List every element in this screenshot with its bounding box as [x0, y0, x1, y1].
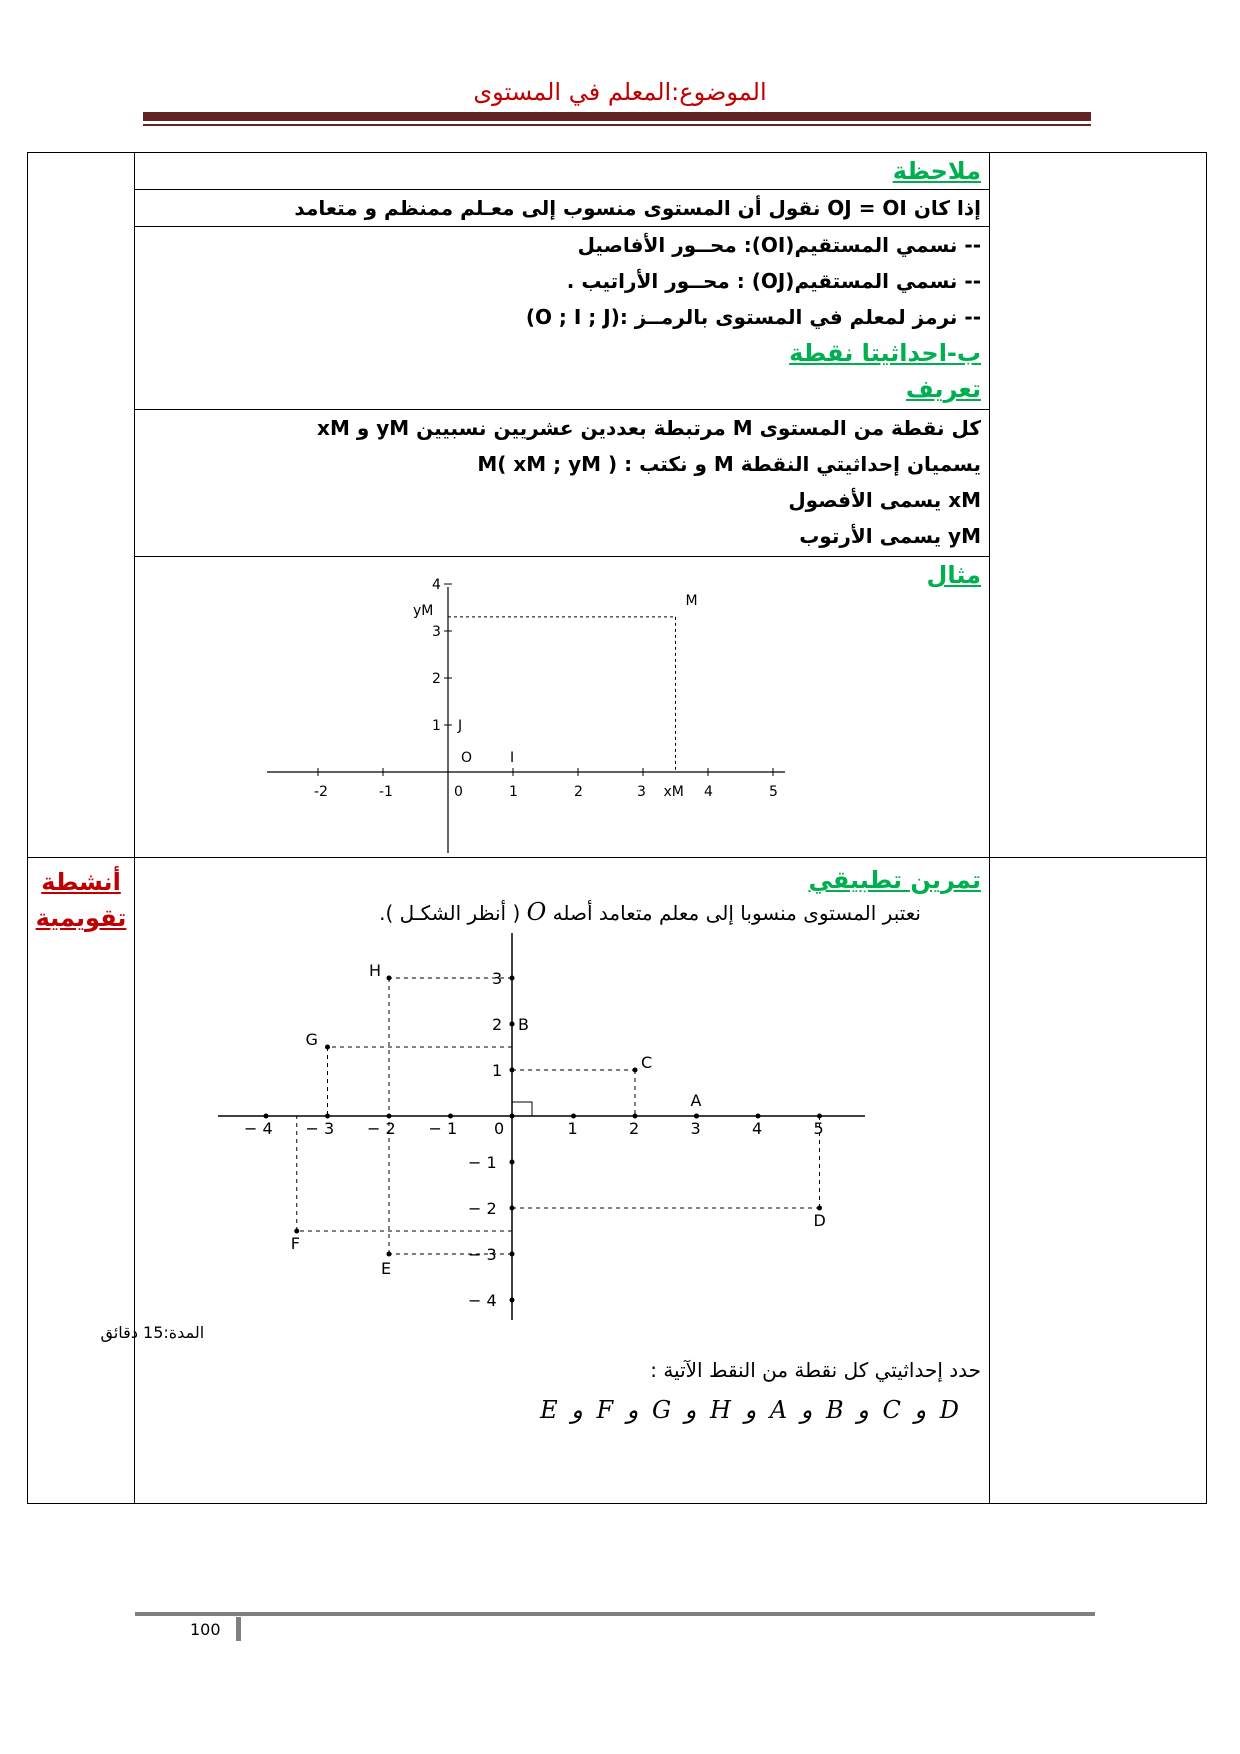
footer-bar [236, 1617, 241, 1641]
x-tick-dot [571, 1114, 576, 1119]
definition-line2: يسميان إحداثيتي النقطة M و نكتب : M( xM ; yM ) [477, 452, 981, 476]
y-tick-label: 1 [492, 1061, 503, 1080]
x-tick-label: 3 [637, 784, 646, 800]
x-tick-dot [264, 1114, 269, 1119]
duration-cell-top [990, 153, 1207, 858]
y-tick-dot [510, 1298, 515, 1303]
exercise-intro-end: ( أنظر الشكـل ). [379, 901, 521, 925]
x-tick-label: 5 [769, 784, 778, 800]
y-tick-dot [510, 1160, 515, 1165]
content-cell-top [135, 153, 990, 858]
point-label-H: H [369, 961, 382, 980]
y-tick-label: 4 [432, 577, 441, 593]
definition-body [135, 410, 989, 557]
x-tick-dot [448, 1114, 453, 1119]
footer-rule [135, 1612, 1095, 1616]
point-B [510, 1022, 515, 1027]
y-tick-label: − 1 [468, 1153, 497, 1172]
x-tick-label: 2 [574, 784, 583, 800]
x-tick-label: − 3 [305, 1119, 335, 1138]
y-tick-label: 3 [492, 969, 503, 988]
evaluation-label: أنشطة تقويمية [35, 868, 127, 932]
point-label-G: G [305, 1030, 318, 1049]
yM-label: yM [413, 602, 434, 619]
note-line3: -- نسمي المستقيم(OJ) : محــور الأراتيب . [566, 269, 981, 293]
point-label-D: D [813, 1211, 826, 1230]
exercise-intro-text: نعتبر المستوى منسوبا إلى معلم متعامد أصله [552, 901, 921, 925]
x-tick-label: -1 [379, 784, 393, 800]
point-E [387, 1252, 392, 1257]
exercise-content [135, 858, 989, 1503]
point-label-B: B [518, 1015, 529, 1034]
point-C [633, 1068, 638, 1073]
x-tick-label: − 4 [244, 1119, 273, 1138]
y-tick-label: 1 [432, 718, 441, 734]
x-tick-label: − 1 [428, 1119, 458, 1138]
header-rule [143, 112, 1091, 121]
point-label-E: E [381, 1259, 392, 1278]
exercise-cell [135, 858, 990, 1504]
exercise-intro-origin: O [526, 898, 547, 926]
page-number: 100 [190, 1620, 221, 1639]
point-F [294, 1229, 299, 1234]
page-title: الموضوع:المعلم في المستوى [473, 78, 767, 106]
point-label-F: F [290, 1234, 300, 1253]
x-tick-label: 3 [690, 1119, 701, 1138]
duration-label: المدة:15 دقائق [100, 1322, 205, 1342]
y-tick-label: − 3 [468, 1245, 497, 1264]
note-line2: -- نسمي المستقيم(OI): محــور الأفاصيل [577, 233, 981, 257]
y-tick-label: − 4 [468, 1291, 497, 1310]
x-tick-label: 1 [567, 1119, 578, 1138]
point-label-C: C [641, 1053, 653, 1072]
xM-label: xM [663, 784, 684, 800]
x-tick-label: 4 [704, 784, 713, 800]
example-heading: مثال [926, 561, 981, 589]
note-body [135, 227, 989, 410]
y-tick-label: 2 [432, 671, 441, 687]
lesson-table [27, 152, 1207, 1504]
definition-line3: xM يسمى الأفصول [788, 488, 981, 512]
I-label: I [510, 750, 515, 766]
x-tick-dot [510, 1114, 515, 1119]
exercise-question: حدد إحداثيتي كل نقطة من النقط الآتية : [650, 1358, 981, 1382]
section-b-heading: ب-احداثيتا نقطة [789, 339, 981, 367]
exercise-heading: تمرين تطبيقي [808, 866, 981, 894]
header-rule-thin [143, 124, 1091, 126]
x-tick-dot [756, 1114, 761, 1119]
point-H [387, 976, 392, 981]
definition-heading: تعريف [905, 375, 981, 403]
origin-label: O [461, 750, 473, 766]
example-graph [135, 557, 935, 853]
point-M-label: M [685, 592, 698, 609]
y-tick-label: 3 [432, 624, 441, 640]
point-label-A: A [690, 1091, 702, 1110]
x-tick-label: -2 [314, 784, 328, 800]
point-A [694, 1114, 699, 1119]
x-tick-label: 4 [752, 1119, 763, 1138]
x-tick-label: 0 [454, 784, 463, 800]
exercise-points-list: D و C و B و A و H و G و F و E [540, 1396, 959, 1424]
x-tick-label: 1 [509, 784, 518, 800]
side-cell-top [28, 153, 135, 858]
definition-line4: yM يسمى الأرتوب [799, 524, 981, 548]
x-tick-label: 2 [629, 1119, 640, 1138]
y-tick-label: − 2 [468, 1199, 497, 1218]
example-row [135, 557, 989, 853]
side-cell-bottom [28, 858, 135, 1504]
y-tick-label: 2 [492, 1015, 503, 1034]
note-line4: -- نرمز لمعلم في المستوى بالرمــز :(O ; I ; J) [525, 305, 981, 329]
note-line1: إذا كان OJ = OI نقول أن المستوى منسوب إلى معـلم ممنظم و متعامد [135, 190, 989, 227]
point-D [817, 1206, 822, 1211]
right-angle-mark [512, 1102, 532, 1116]
x-tick-label: − 2 [367, 1119, 396, 1138]
x-tick-label: 5 [813, 1119, 824, 1138]
point-G [325, 1045, 330, 1050]
definition-line1: كل نقطة من المستوى M مرتبطة بعددين عشريين نسبيين yM و xM [317, 416, 981, 440]
note-heading-row [135, 153, 989, 190]
x-tick-label: 0 [494, 1119, 505, 1138]
J-label: J [458, 718, 463, 734]
note-heading: ملاحظة [892, 157, 981, 185]
